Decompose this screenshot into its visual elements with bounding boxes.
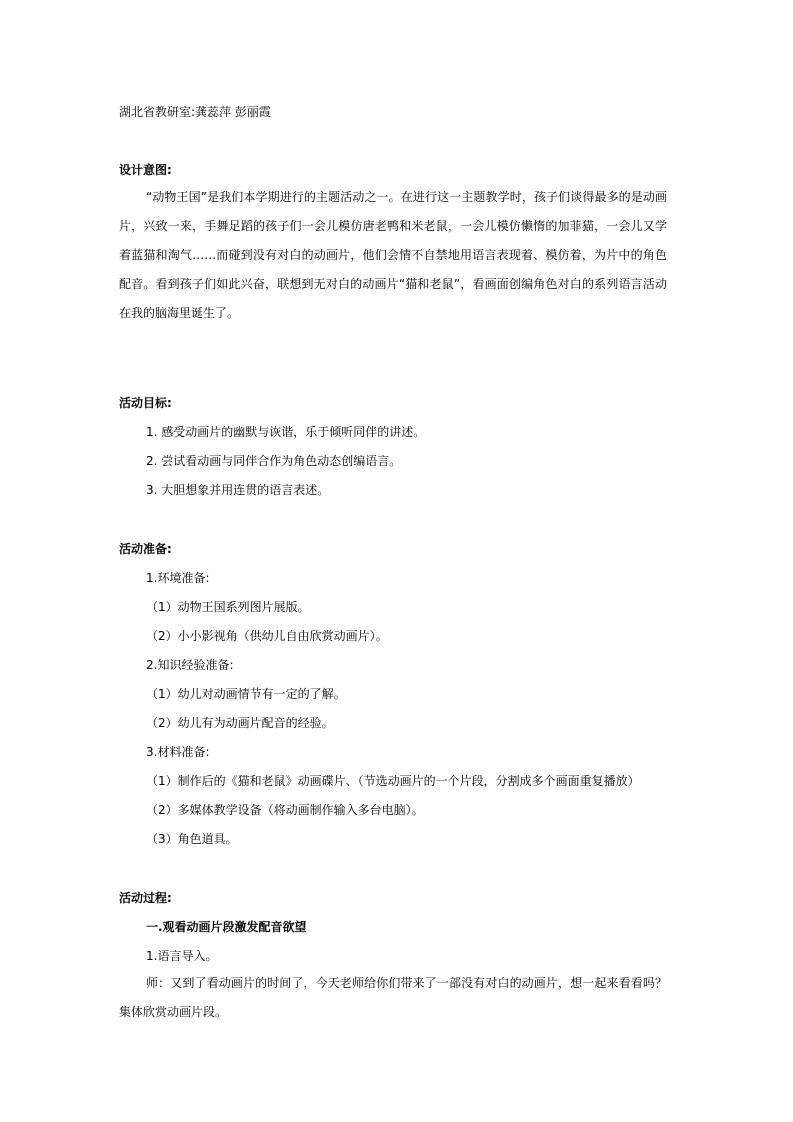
goal-item: 1. 感受动画片的幽默与诙谐，乐于倾听同伴的讲述。: [146, 425, 426, 439]
prep-mat-title: 3.材料准备:: [146, 745, 210, 759]
process-heading: 活动过程:: [119, 891, 172, 905]
goal-item: 2. 尝试看动画与同伴合作为角色动态创编语言。: [146, 454, 402, 468]
prep-know-title: 2.知识经验准备:: [146, 658, 234, 672]
prep-mat-item: （1）制作后的《猫和老鼠》动画碟片、（节选动画片的一个片段，分割成多个画面重复播放）: [146, 774, 640, 788]
process-step: 1.语言导入。: [146, 949, 218, 963]
design-intent-paragraph: “动物王国”是我们本学期进行的主题活动之一。在进行这一主题教学时，孩子们谈得最多的是动画片，兴致一来，手舞足蹈的孩子们一会儿模仿唐老鸭和米老鼠，一会儿模仿懒惰的加菲猫，一会儿又学着蓝猫和淘气……而碰到没有对白的动画片，他们会情不自禁地用语言表现着、模仿着，为片中的角色配音。看到孩子们如此兴奋，联想到无对白的动画片“猫和老鼠”，看画面创编角色对白的系列语言活动在我的脑海里诞生了。: [119, 190, 667, 320]
teacher-line: 师：又到了看动画片的时间了，今天老师给你们带来了一部没有对白的动画片，想一起来看看吗？集体欣赏动画片段。: [119, 976, 667, 1019]
prep-know-item: （2）幼儿有为动画片配音的经验。: [146, 716, 334, 730]
prep-know-item: （1）幼儿对动画情节有一定的了解。: [146, 687, 346, 701]
prep-mat-item: （3）角色道具。: [146, 832, 238, 846]
prep-env-item: （2）小小影视角（供幼儿自由欣赏动画片）。: [146, 629, 388, 643]
prep-mat-item: （2）多媒体教学设备（将动画制作输入多台电脑）。: [146, 803, 424, 817]
prep-env-title: 1.环境准备:: [146, 571, 210, 585]
goal-item: 3. 大胆想象并用连贯的语言表述。: [146, 483, 330, 497]
preparation-heading: 活动准备:: [119, 542, 172, 556]
author-line: 湖北省教研室:龚蕊萍 彭丽霞: [119, 105, 271, 119]
process-section-title: 一.观看动画片段激发配音欲望: [146, 920, 307, 934]
prep-env-item: （1）动物王国系列图片展版。: [146, 600, 310, 614]
goals-heading: 活动目标:: [119, 396, 172, 410]
design-intent-heading: 设计意图:: [119, 163, 172, 177]
